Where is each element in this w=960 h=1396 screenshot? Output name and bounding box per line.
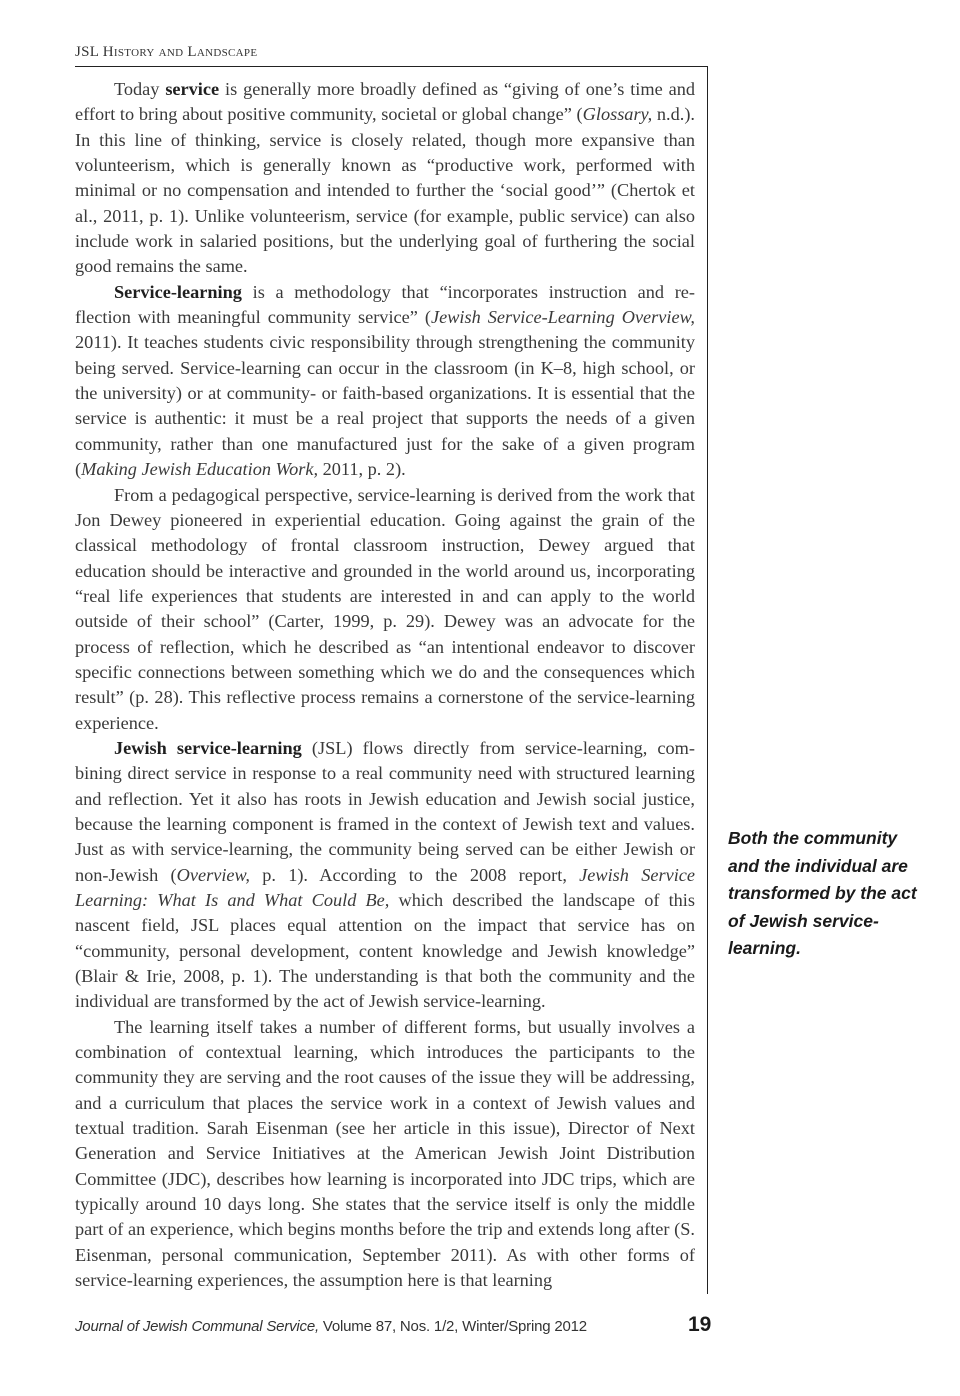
pull-quote: Both the community and the individual are transformed by the act of Jewish service-learning.	[728, 828, 917, 958]
header-rule	[75, 66, 708, 67]
citation-italic: Jewish Service-Learning Overview,	[431, 307, 695, 328]
paragraph-learning-forms: The learning itself takes a number of different forms, but usually involves a combination of contextual learning, which introduces the participants to the community they are serving and the root causes of the issue they will be addressing, and a curriculum that places the service work in a context of Jewish values and textual tradition. Sarah Eisenman (see her article in this issue), Director of Next Generation and Service Initiatives at the American Jewish Joint Distribution Committee (JDC), describes how learning is incorporated into JDC trips, which are typically around 10 days long. She states that the service itself is only the middle part of an experience, which begins months before the trip and extends long after (S. Eisenman, personal communication, September 2011). As with other forms of service-learning experiences, the assumption here is that learning	[75, 1016, 695, 1291]
term-jewish-service-learning: Jewish service-learning	[114, 737, 302, 758]
citation-italic: Glossary,	[582, 104, 653, 125]
term-service-learning: Service-learning	[114, 281, 242, 302]
article-body	[75, 77, 695, 1294]
page-number: 19	[688, 1313, 712, 1336]
footer-citation	[75, 1318, 587, 1335]
paragraph-service-learning: Service-learning is a methodology that “incorporates instruction and reflection with meaningful community service” (Jewish Service-Learning Overview, 2011). It teaches students civic responsibility through strengthening the community being served. Service-learning can occur in the classroom (in K–8, high school, or the university) or at community- or faith-based organizations. It is essential that the service is authentic: it must be a real project that supports the needs of a given community, rather than one manufactured just for the sake of a given program (Making Jewish Education Work, 2011, p. 2).	[75, 281, 695, 480]
paragraph-service-definition: Today service is generally more broadly defined as “giving of one’s time and effort to bring about positive community, societal or global change” (Glossary, n.d.). In this line of thinking, service is closely related, though more expansive than volunteerism, which is generally known as “productive work, performed with minimal or no compensation and intended to further the ‘social good’” (Chertok et al., 2011, p. 1). Unlike volunteerism, service (for example, public service) can also include work in salaried positions, but the underlying goal of furthering the social good remains the same.	[75, 79, 695, 277]
paragraph-jsl: Jewish service-learning (JSL) flows directly from service-learning, combining direct service in response to a real community need with structured learning and reflection. Yet it also has roots in Jewish education and Jewish social justice, because the learning component is framed in the context of Jewish text and values. Just as with service-learning, the community being served can be either Jewish or non-Jewish (Overview, p. 1). According to the 2008 report, Jewish Service Learning: What Is and What Could Be, which described the landscape of this nascent field, JSL places equal attention on the impact that service has on “community, personal development, content knowledge and Jewish knowledge” (Blair & Irie, 2008, p. 1). The understanding is that both the community and the individual are transformed by the act of Jewish service-learning.	[75, 737, 695, 1012]
citation-italic: Overview,	[176, 864, 250, 885]
citation-italic: Making Jewish Education Work,	[81, 459, 319, 480]
paragraph-dewey: From a pedagogical perspective, service-learning is derived from the work that Jon Dewey pioneered in experiential education. Going against the grain of the classical methodology of frontal classroom instruction, Dewey argued that education should be interactive and grounded in the world around us, incorporating “real life experiences that students are interested in and can apply to the world outside of their school” (Carter, 1999, p. 29). Dewey was an advocate for the process of reflection, which he described as “an intentional endeavor to discover specific connections between something which we do and the consequences which result” (p. 28). This reflective process remains a cornerstone of the service-learning experience.	[75, 484, 695, 733]
running-head: JSL History and Landscape	[75, 44, 258, 60]
term-service: service	[165, 79, 220, 99]
column-rule	[707, 66, 708, 1294]
journal-title: Journal of Jewish Communal Service,	[75, 1318, 319, 1335]
citation-italic: Jewish Service Learning: What Is and What Could Be,	[75, 864, 695, 910]
journal-issue: Volume 87, Nos. 1/2, Winter/Spring 2012	[318, 1318, 587, 1335]
